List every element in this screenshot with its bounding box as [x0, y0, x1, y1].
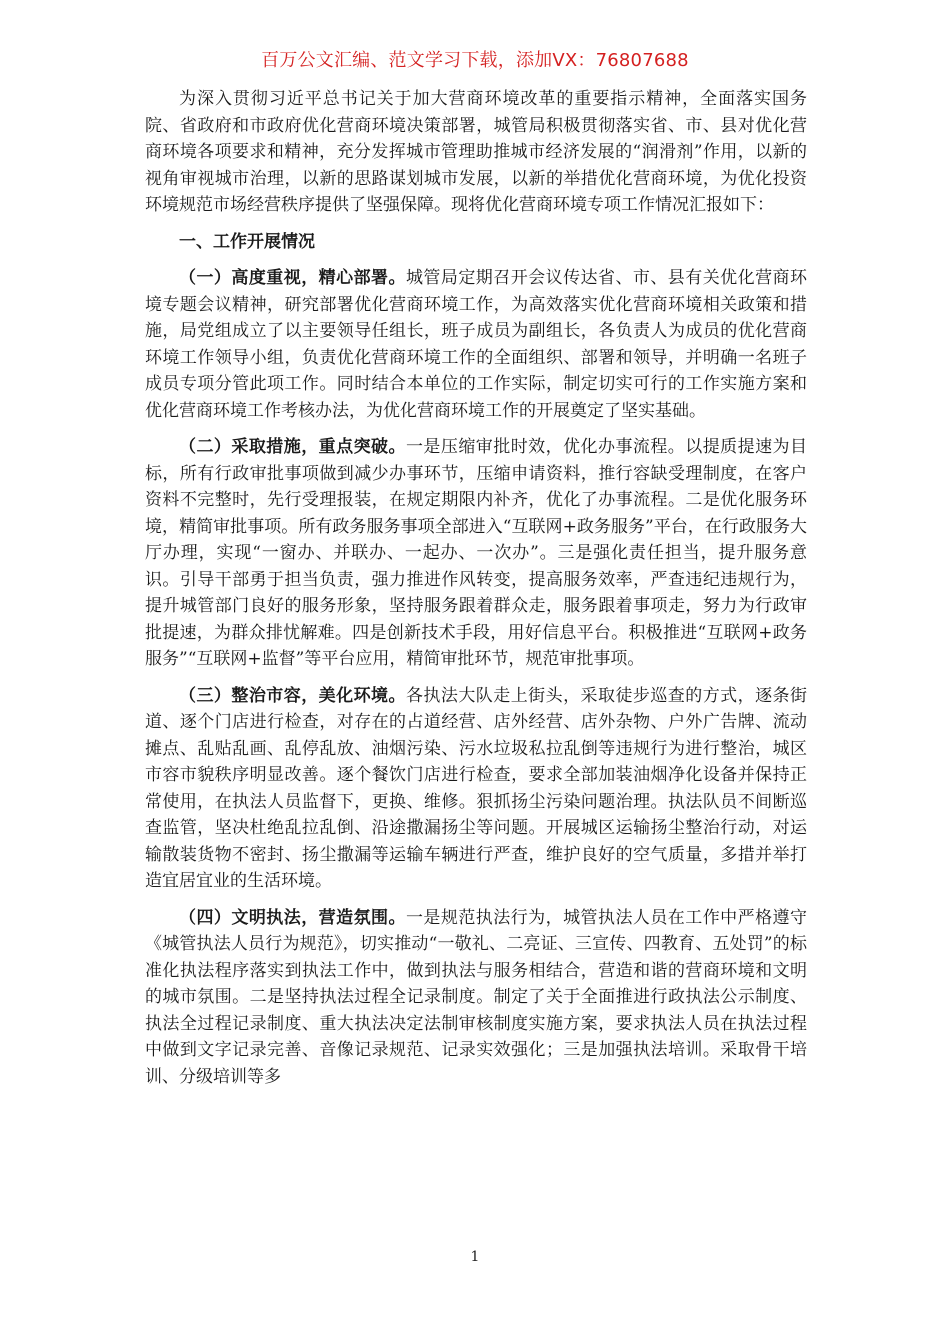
- section-text-2: 一是压缩审批时效，优化办事流程。以提质提速为目标，所有行政审批事项做到减少办事环节，压缩申请资料，推行容缺受理制度，在客户资料不完整时，先行受理报装，在规定期限内补齐，优化了办事流程。二是优化服务环境，精简审批事项。所有政务服务事项全部进入“互联网+政务服务”平台，在行政服务大厅办理，实现“一窗办、并联办、一起办、一次办”。三是强化责任担当，提升服务意识。引导干部勇于担当负责，强力推进作风转变，提高服务效率，严查违纪违规行为，提升城管部门良好的服务形象，坚持服务跟着群众走，服务跟着事项走，努力为行政审批提速，为群众排忧解难。四是创新技术手段，用好信息平台。积极推进“互联网+政务服务”“互联网+监督”等平台应用，精简审批环节，规范审批事项。: [145, 437, 808, 669]
- page-number: 1: [470, 1249, 480, 1265]
- header-banner: 百万公文汇编、范文学习下载，添加VX：76807688: [261, 50, 689, 71]
- intro-paragraph: 为深入贯彻习近平总书记关于加大营商环境改革的重要指示精神，全面落实国务院、省政府和市政府优化营商环境决策部署，城管局积极贯彻落实省、市、县对优化营商环境各项要求和精神，充分发挥城市管理助推城市经济发展的“润滑剂”作用，以新的视角审视城市治理，以新的思路谋划城市发展，以新的举措优化营商环境，为优化投资环境规范市场经营秩序提供了坚强保障。现将优化营商环境专项工作情况汇报如下：: [145, 89, 807, 215]
- section-lead-4: （四）文明执法，营造氛围。: [179, 907, 406, 928]
- section-text-4: 一是规范执法行为，城管执法人员在工作中严格遵守《城管执法人员行为规范》，切实推动“一敬礼、二亮证、三宣传、四教育、五处罚”的标准化执法程序落实到执法工作中，做到执法与服务相结合，营造和谐的营商环境和文明的城市氛围。二是坚持执法过程全记录制度。制定了关于全面推进行政执法公示制度、执法全过程记录制度、重大执法决定法制审核制度实施方案，要求执法人员在执法过程中做到文字记录完善、音像记录规范、记录实效强化；三是加强执法培训。采取骨干培训、分级培训等多: [145, 907, 808, 1087]
- document-body: [145, 86, 807, 1100]
- section-paragraph-4: [145, 905, 807, 1091]
- section-heading: 一、工作开展情况: [179, 231, 315, 252]
- section-paragraph-2: [145, 434, 807, 673]
- section-lead-1: （一）高度重视，精心部署。: [179, 268, 406, 288]
- section-text-1: 城管局定期召开会议传达省、市、县有关优化营商环境专题会议精神，研究部署优化营商环境工作，为高效落实优化营商环境相关政策和措施，局党组成立了以主要领导任组长，班子成员为副组长，各负责人为成员的优化营商环境工作领导小组，负责优化营商环境工作的全面组织、部署和领导，并明确一名班子成员专项分管此项工作。同时结合本单位的工作实际，制定切实可行的工作实施方案和优化营商环境工作考核办法，为优化营商环境工作的开展奠定了坚实基础。: [145, 268, 808, 421]
- section-lead-2: （二）采取措施，重点突破。: [179, 437, 406, 457]
- section-lead-3: （三）整治市容，美化环境。: [179, 685, 406, 706]
- section-paragraph-1: [145, 265, 807, 424]
- section-paragraph-3: [145, 683, 807, 895]
- section-text-3: 各执法大队走上街头，采取徒步巡查的方式，逐条街道、逐个门店进行检查，对存在的占道经营、店外经营、店外杂物、户外广告牌、流动摊点、乱贴乱画、乱停乱放、油烟污染、污水垃圾私拉乱倒等违规行为进行整治，城区市容市貌秩序明显改善。逐个餐饮门店进行检查，要求全部加装油烟净化设备并保持正常使用，在执法人员监督下，更换、维修。狠抓扬尘污染问题治理。执法队员不间断巡查监管，坚决杜绝乱拉乱倒、沿途撒漏扬尘等问题。开展城区运输扬尘整治行动，对运输散装货物不密封、扬尘撒漏等运输车辆进行严查，维护良好的空气质量，多措并举打造宜居宜业的生活环境。: [145, 685, 808, 891]
